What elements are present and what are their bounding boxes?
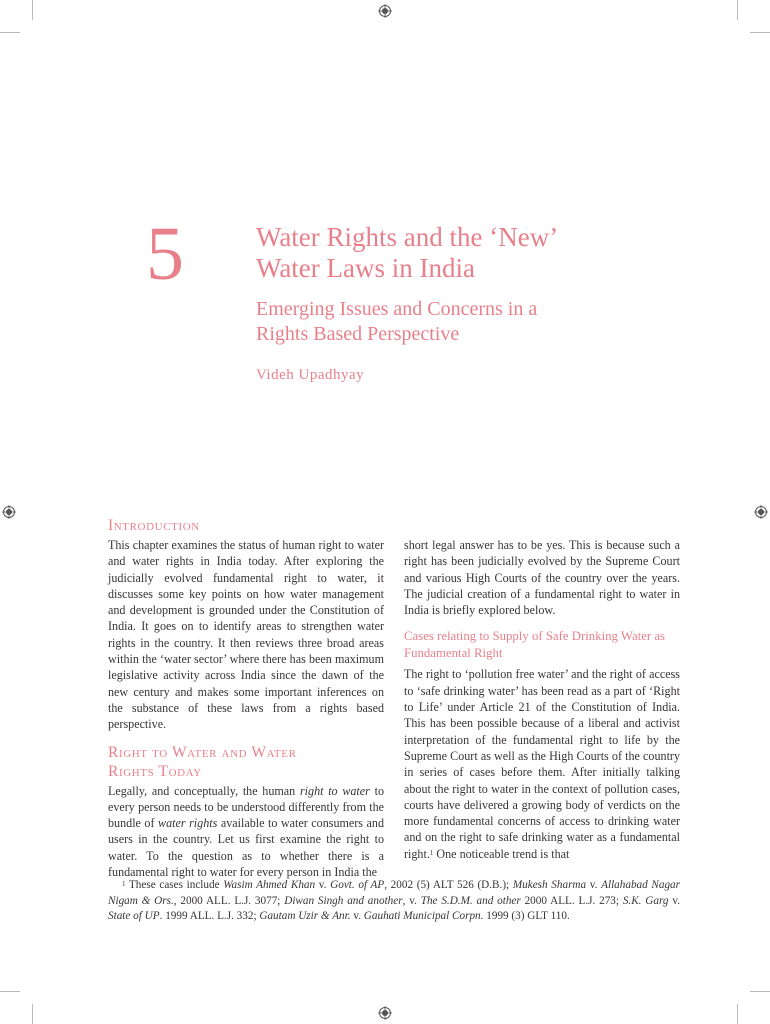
text-run: Legally, and conceptually, the human [108,783,300,798]
crop-mark [737,0,738,20]
introduction-paragraph: This chapter examines the status of human right to water and water rights in India today. After exploring the judicially evolved fundamental right to water, it discusses some key points on how water management and development is grounded under the Constitution of India. It goes on to identify areas to strengthen water rights in the country. It then reviews three broad areas within the ‘water sector’ where there has been maximum legislative activity across India since the dawn of the new century and makes some important inferences on the substance of these laws from a rights based perspective. [108,538,384,732]
case-name: State of UP [108,910,160,922]
registration-mark-icon [2,505,16,519]
section-heading-cases: Cases relating to Supply of Safe Drinking Water as Fundamental Right [404,629,666,661]
chapter-subtitle-line: Emerging Issues and Concerns in a [256,298,538,320]
right-to-water-continued: short legal answer has to be yes. This is because such a right has been judicially evolved by the Supreme Court and various High Courts of the country over the years. The judicial creation of a fundamental right to water in India is briefly explored below. [404,538,680,618]
footnote-reference[interactable]: 1 [429,848,434,857]
text-run: v. [668,894,680,907]
crop-mark [32,0,33,20]
footnote [108,878,680,925]
right-column [404,537,680,862]
text-run: These cases include [125,879,224,891]
right-to-water-paragraph [108,783,384,881]
crop-mark [737,1004,738,1024]
registration-mark-icon [378,4,392,18]
text-run: The right to ‘pollution free water’ and the right of access to ‘safe drinking water’ has been read as a part of ‘Right to Life’ under Article 21 of the Constitution of India. This has been possible because of a liberal and activist interpretation of the fundamental right to life by the Supreme Court as well as the High Courts of the country in series of cases before them. After initially talking about the right to water in the context of pollution cases, courts have delivered a growing body of verdicts on the more fundamental concerns of access to drinking water and on the right to safe drinking water as a fundamental right. [404,667,680,861]
crop-mark [750,991,770,992]
chapter-title [256,222,676,284]
text-run: v. [586,879,602,891]
section-heading-line: Rights Today [108,762,202,780]
case-name: Gauhati Municipal Corpn. [363,910,484,922]
chapter-subtitle-line: Rights Based Perspective [256,323,460,345]
registration-mark-icon [378,1006,392,1020]
text-run: . 1999 ALL. L.J. 332; [159,910,260,922]
text-run: v. [350,910,364,922]
text-run: v. [315,879,331,891]
section-heading-line: Right to Water and Water [108,743,297,761]
footnote-marker: 1 [122,880,126,888]
author-name: Videh Upadhyay [256,367,365,383]
text-run: , v. [402,894,421,907]
case-name: Allahabad Nagar Nigam & Ors. [108,879,681,907]
case-name: Gautam Uzir & Anr. [259,910,351,922]
case-name: Diwan Singh and another [284,894,403,907]
emphasis-text: water rights [158,816,218,831]
text-run: 1999 (3) GLT 110. [483,910,570,922]
text-run: One noticeable trend is that [433,846,570,861]
text-run: 2000 ALL. L.J. 273; [520,894,623,907]
crop-mark [0,991,20,992]
chapter-title-line: Water Laws in India [256,253,475,283]
case-name: Wasim Ahmed Khan [223,879,316,891]
text-run: , 2002 (5) ALT 526 (D.B.); [384,879,513,891]
section-heading-right-to-water [108,743,384,781]
crop-mark [750,32,770,33]
chapter-title-line: Water Rights and the ‘New’ [256,222,559,252]
crop-mark [32,1004,33,1024]
cases-paragraph [404,666,680,862]
text-run: to every person needs to be understood differently from the bundle of [108,783,385,831]
case-name: Govt. of AP [330,879,385,891]
crop-mark [0,32,20,33]
registration-mark-icon [754,505,768,519]
emphasis-text: right to water [299,783,370,798]
left-column [108,516,384,880]
case-name: S.K. Garg [622,894,669,907]
case-name: Mukesh Sharma [512,879,587,891]
chapter-number: 5 [146,212,184,296]
case-name: The S.D.M. and other [420,894,521,907]
text-run: available to water consumers and users in the country. Let us first examine the right to water. To the question as to whether there is a fundamental right to water for every person in India the [108,816,384,880]
section-heading-introduction: Introduction [108,517,200,534]
text-run: , 2000 ALL. L.J. 3077; [173,894,285,907]
chapter-subtitle [256,297,676,347]
